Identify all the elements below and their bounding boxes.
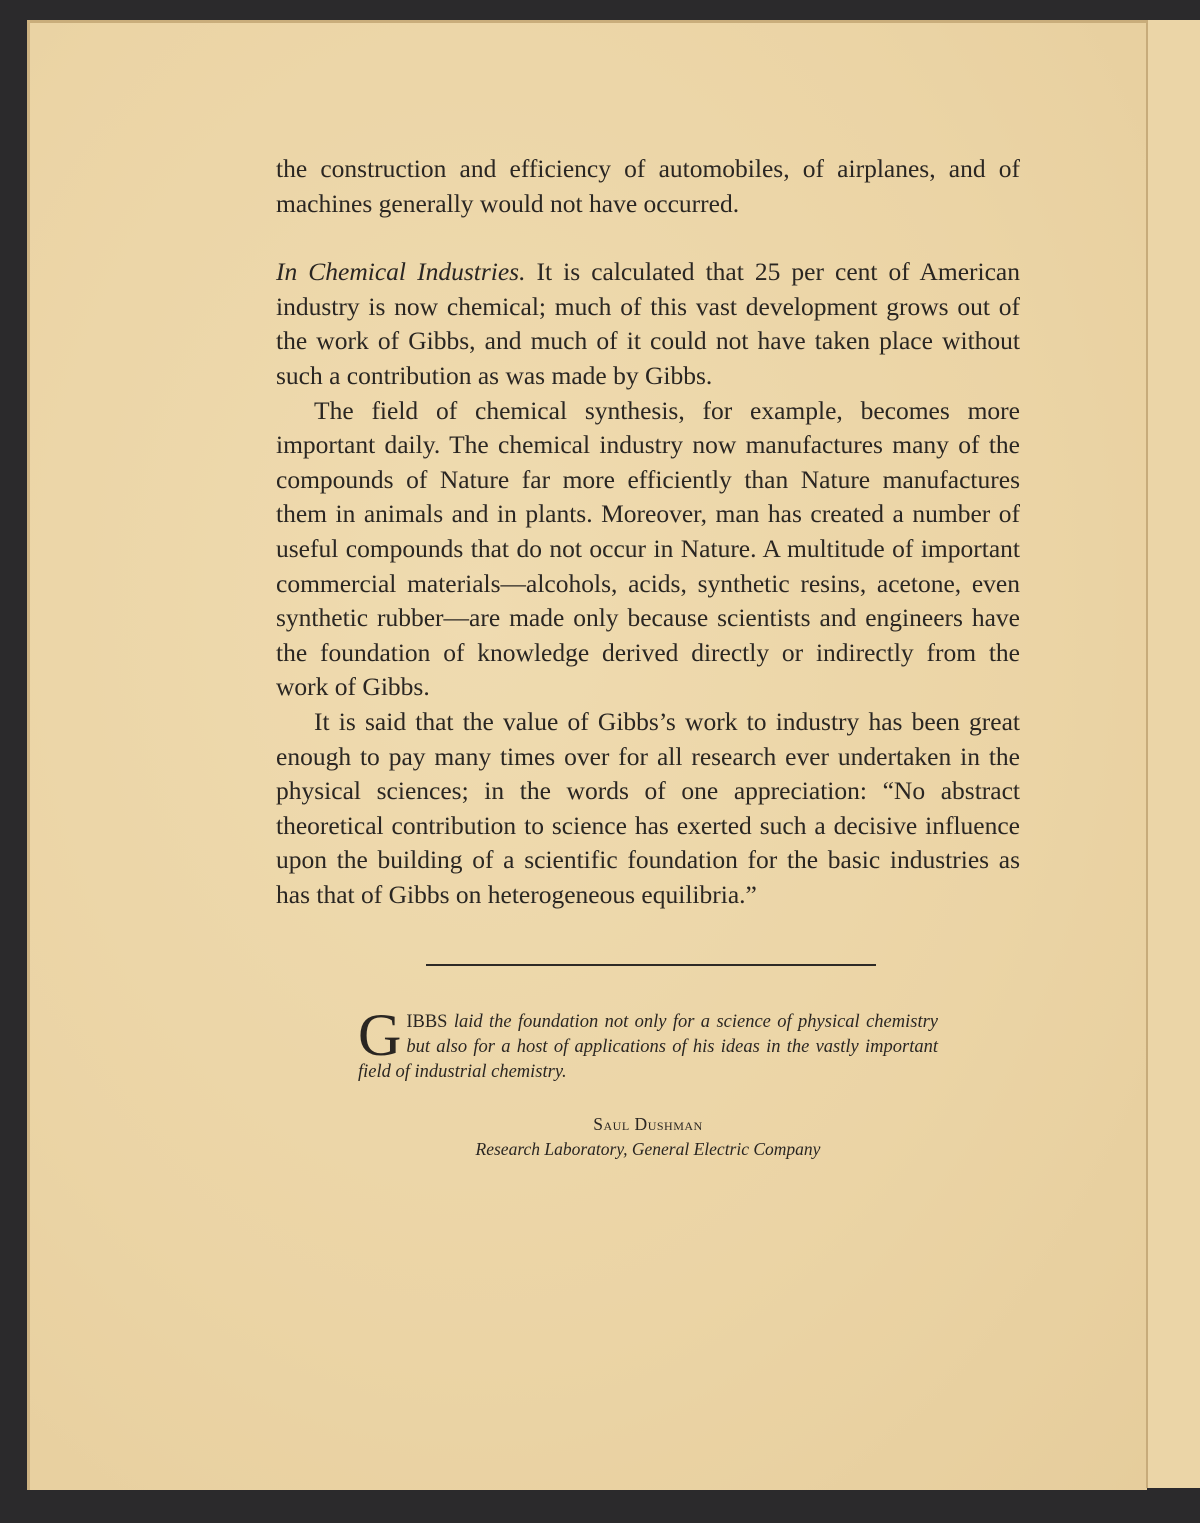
- page-edge: [30, 20, 1147, 23]
- drop-cap: G: [358, 1002, 402, 1068]
- paragraph-continuation: the construction and efficiency of automobiles, of airplanes, and of machines generally would not have occurred.: [276, 154, 1020, 218]
- body-text: [276, 152, 1020, 912]
- paragraph-chemical-synthesis: The field of chemical synthesis, for example, becomes more important daily. The chemical industry now manufactures many of the compounds of Nature far more efficiently than Nature manufactures them in animals and in plants. Moreover, man has created a number of useful compounds that do not occur in Nature. A multitude of important commercial materials—alcohols, acids, synthetic resins, acetone, even synthetic rubber—are made only because scientists and engineers have the foundation of knowledge derived directly or indirectly from the work of Gibbs.: [276, 395, 1020, 702]
- quote-lead: IBBS: [406, 1012, 448, 1032]
- quote-attribution: [358, 1112, 938, 1162]
- adjacent-page-edge: [1146, 20, 1200, 1488]
- paragraph-chemical-industries: [276, 255, 1020, 393]
- quote-text: laid the foundation not only for a science of physical chemistry but also for a host of applications of his ideas in the vastly important field of industrial chemistry.: [358, 1012, 938, 1082]
- section-heading: In Chemical Industries.: [276, 257, 526, 287]
- quote-author: Saul Dushman: [593, 1114, 703, 1134]
- horizontal-rule-divider: [426, 964, 876, 966]
- pull-quote: [358, 1002, 938, 1085]
- paragraph-text: It is calculated that 25 per cent of American industry is now chemical; much of this vast development grows out of the work of Gibbs, and much of it could not have taken place without such a contribution as was made by Gibbs.: [276, 257, 1020, 390]
- quote-affiliation: Research Laboratory, General Electric Company: [475, 1139, 821, 1159]
- paragraph-value-to-industry: It is said that the value of Gibbs’s work to industry has been great enough to pay many times over for all research ever undertaken in the physical sciences; in the words of one appreciation: “No abstract theoretical contribution to science has exerted such a decisive influence upon the building of a scientific foundation for the basic industries as has that of Gibbs on heterogeneous equilibria.”: [276, 706, 1020, 909]
